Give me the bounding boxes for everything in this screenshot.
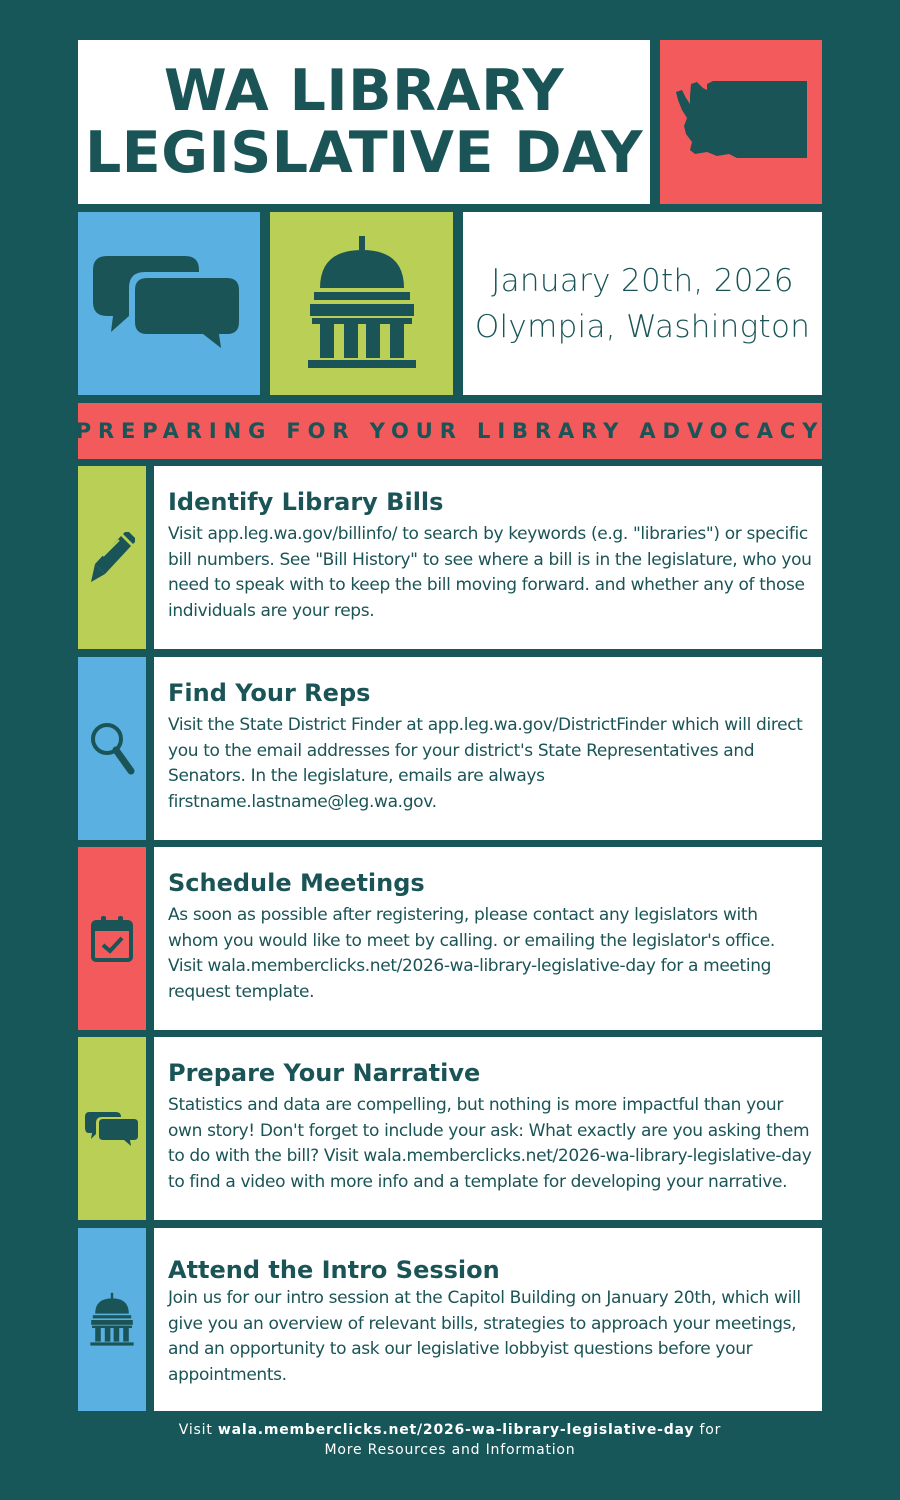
capitol-icon (87, 1292, 137, 1348)
section-icon-panel (78, 1228, 146, 1411)
chat-bubbles-icon (84, 1111, 140, 1147)
section-prepare-narrative (78, 1037, 822, 1220)
magnifier-icon (89, 721, 135, 777)
section-title: Attend the Intro Session (168, 1256, 500, 1284)
section-body: Visit the State District Finder at app.leg.wa.gov/DistrictFinder which will direct you to the email addresses for your district's State Representatives and Senators. In the legislature, emails are always firstname.lastname@leg.wa.gov. (168, 715, 803, 812)
section-icon-panel (78, 847, 146, 1030)
section-title: Find Your Reps (168, 679, 371, 707)
event-location: Olympia, Washington (474, 308, 811, 345)
section-icon-panel (78, 1037, 146, 1220)
footer-line1 (78, 1420, 822, 1440)
section-find-reps (78, 657, 822, 840)
section-intro-session (78, 1228, 822, 1411)
section-body: Statistics and data are compelling, but nothing is more impactful than your own story! Don't forget to include your ask: What exactly are you asking them to do with the bill? Visit wala.memberclicks.net/2026-wa-library-legislative-day to find a video with more info and a template for developing your narrative. (168, 1095, 812, 1192)
section-identify-bills (78, 466, 822, 649)
chat-panel (78, 212, 260, 395)
section-icon-panel (78, 657, 146, 840)
section-body: Visit app.leg.wa.gov/billinfo/ to search by keywords (e.g. "libraries") or specific bill numbers. See "Bill History" to see where a bill is in the legislature, who you need to speak with to keep the bill moving forward. and whether any of those individuals are your reps. (168, 524, 812, 621)
section-body: As soon as possible after registering, please contact any legislators with whom you would like to meet by calling. or emailing the legislator's office. Visit wala.memberclicks.net/2026-wa-library-legislative-day for a meeting request template. (168, 905, 775, 1002)
capitol-icon (302, 234, 422, 374)
section-title: Prepare Your Narrative (168, 1059, 481, 1087)
footer-line2: More Resources and Information (324, 1442, 576, 1458)
section-title: Identify Library Bills (168, 488, 444, 516)
title-panel (78, 40, 650, 204)
footer-prefix: Visit (178, 1422, 218, 1438)
page-title-line1: WA LIBRARY (163, 58, 565, 124)
capitol-panel (270, 212, 453, 395)
section-icon-panel (78, 466, 146, 649)
calendar-check-icon (90, 915, 134, 963)
section-body: Join us for our intro session at the Capitol Building on January 20th, which will give you an overview of relevant bills, strategies to approach your meetings, and an opportunity to ask our legislative lobbyist questions before your appointments. (168, 1288, 801, 1385)
washington-state-panel (660, 40, 822, 204)
pen-icon (89, 532, 135, 584)
page-title-line2: LEGISLATIVE DAY (84, 120, 644, 186)
section-title: Schedule Meetings (168, 869, 425, 897)
event-details (463, 212, 822, 395)
banner-text: PREPARING FOR YOUR LIBRARY ADVOCACY (75, 419, 825, 443)
washington-state-icon (673, 78, 809, 166)
section-schedule-meetings (78, 847, 822, 1030)
chat-bubbles-icon (89, 254, 249, 354)
event-date: January 20th, 2026 (491, 262, 794, 299)
footer-link[interactable]: wala.memberclicks.net/2026-wa-library-legislative-day (217, 1422, 695, 1438)
footer-suffix: for (694, 1422, 722, 1438)
footer (78, 1420, 822, 1460)
section-banner (75, 403, 825, 459)
